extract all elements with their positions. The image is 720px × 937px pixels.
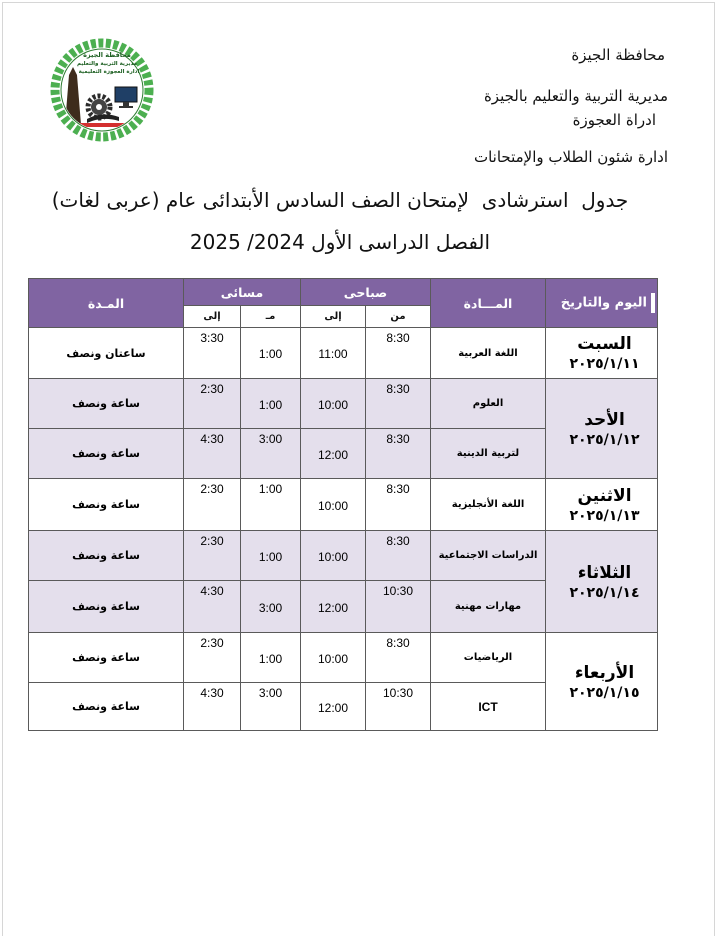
- logo-line-3: ادارة العجوزة التعليمية: [78, 69, 140, 75]
- day-name: السبت: [577, 334, 632, 354]
- morning-to-cell: 10:00: [301, 479, 366, 531]
- subject-cell: اللغة الأنجليزية: [431, 479, 546, 531]
- logo-line-2: مديرية التربية والتعليم: [76, 61, 138, 67]
- duration-cell: ساعة ونصف: [29, 633, 184, 683]
- morning-to-cell: 12:00: [301, 429, 366, 479]
- morning-from-cell: 10:30: [366, 581, 431, 633]
- evening-to-cell: 4:30: [184, 683, 241, 731]
- evening-from-cell: 1:00: [241, 479, 301, 531]
- evening-to-cell: 2:30: [184, 531, 241, 581]
- day-cell: [546, 633, 658, 731]
- header-evening: مسائى: [184, 279, 301, 306]
- evening-to-cell: 2:30: [184, 479, 241, 531]
- header-subject: المـــادة: [431, 279, 546, 328]
- day-cell: [546, 379, 658, 479]
- day-name: الأحد: [584, 409, 625, 430]
- day-date: ٢٠٢٥/١/١٣: [569, 507, 640, 524]
- header-department: ادارة شئون الطلاب والإمتحانات: [473, 148, 668, 166]
- day-date: ٢٠٢٥/١/١٢: [569, 431, 640, 448]
- evening-to-cell: 4:30: [184, 581, 241, 633]
- morning-to-cell: 12:00: [301, 581, 366, 633]
- day-date: ٢٠٢٥/١/١٥: [569, 684, 640, 701]
- day-cell: [546, 531, 658, 633]
- subject-cell: العلوم: [431, 379, 546, 429]
- header-governorate: محافظة الجيزة: [571, 46, 665, 64]
- evening-to-cell: 3:30: [184, 328, 241, 379]
- morning-from-cell: 8:30: [366, 633, 431, 683]
- day-name: الثلاثاء: [577, 562, 632, 583]
- page-title: جدول استرشادى لإمتحان الصف السادس الأبتدائى عام (عربى لغات): [51, 188, 629, 212]
- subject-cell: ICT: [431, 683, 546, 731]
- logo-line-1: محافظة الجيزة: [83, 51, 131, 59]
- morning-from-cell: 8:30: [366, 328, 431, 379]
- evening-from-cell: 3:00: [241, 429, 301, 479]
- subject-cell: مهارات مهنية: [431, 581, 546, 633]
- header-duration: المـدة: [29, 279, 184, 328]
- evening-from-cell: 3:00: [241, 581, 301, 633]
- header-directorate: مديرية التربية والتعليم بالجيزة: [483, 87, 668, 105]
- table-row: [29, 633, 658, 683]
- morning-from-cell: 8:30: [366, 429, 431, 479]
- emblem-logo: [47, 37, 157, 143]
- subject-cell: الرياضيات: [431, 633, 546, 683]
- header-morning: صباحى: [301, 279, 431, 306]
- duration-cell: ساعة ونصف: [29, 479, 184, 531]
- morning-to-cell: 10:00: [301, 633, 366, 683]
- evening-to-cell: 2:30: [184, 379, 241, 429]
- morning-from-cell: 8:30: [366, 379, 431, 429]
- subject-cell: اللغة العربية: [431, 328, 546, 379]
- day-date: ٢٠٢٥/١/١١: [569, 356, 640, 372]
- header-evening-to: إلى: [184, 306, 241, 328]
- duration-cell: ساعة ونصف: [29, 683, 184, 731]
- table-row: [29, 379, 658, 429]
- morning-from-cell: 8:30: [366, 479, 431, 531]
- duration-cell: ساعة ونصف: [29, 581, 184, 633]
- header-evening-from: مـ: [241, 306, 301, 328]
- header-marker: [651, 293, 655, 313]
- day-name: الأربعاء: [574, 662, 635, 683]
- evening-to-cell: 2:30: [184, 633, 241, 683]
- subject-cell: لتربية الدينية: [431, 429, 546, 479]
- header-row: [29, 279, 658, 306]
- evening-from-cell: 1:00: [241, 531, 301, 581]
- header-morning-to: إلى: [301, 306, 366, 328]
- logo-monitor-icon: [115, 87, 137, 102]
- duration-cell: ساعة ونصف: [29, 429, 184, 479]
- header-day-date: [546, 279, 658, 328]
- exam-schedule-table: [28, 278, 658, 731]
- duration-cell: ساعة ونصف: [29, 379, 184, 429]
- morning-from-cell: 8:30: [366, 531, 431, 581]
- day-name: الاثنين: [577, 485, 632, 506]
- morning-to-cell: 10:00: [301, 379, 366, 429]
- table-row: [29, 328, 658, 379]
- evening-from-cell: 1:00: [241, 633, 301, 683]
- morning-from-cell: 10:30: [366, 683, 431, 731]
- header-day-date-label: اليوم والتاريخ: [560, 295, 647, 311]
- evening-from-cell: 3:00: [241, 683, 301, 731]
- duration-cell: ساعة ونصف: [29, 531, 184, 581]
- header-morning-from: من: [366, 306, 431, 328]
- morning-to-cell: 12:00: [301, 683, 366, 731]
- table-row: [29, 479, 658, 531]
- morning-to-cell: 10:00: [301, 531, 366, 581]
- header-administration: ادراة العجوزة: [572, 111, 656, 129]
- duration-cell: ساعتان ونصف: [29, 328, 184, 379]
- day-cell: [546, 479, 658, 531]
- day-cell: [546, 328, 658, 379]
- evening-from-cell: 1:00: [241, 328, 301, 379]
- evening-from-cell: 1:00: [241, 379, 301, 429]
- evening-to-cell: 4:30: [184, 429, 241, 479]
- morning-to-cell: 11:00: [301, 328, 366, 379]
- day-date: ٢٠٢٥/١/١٤: [569, 584, 640, 601]
- page-subtitle: الفصل الدراسى الأول 2024/ 2025: [189, 230, 491, 254]
- table-row: [29, 531, 658, 581]
- subject-cell: الدراسات الاجتماعية: [431, 531, 546, 581]
